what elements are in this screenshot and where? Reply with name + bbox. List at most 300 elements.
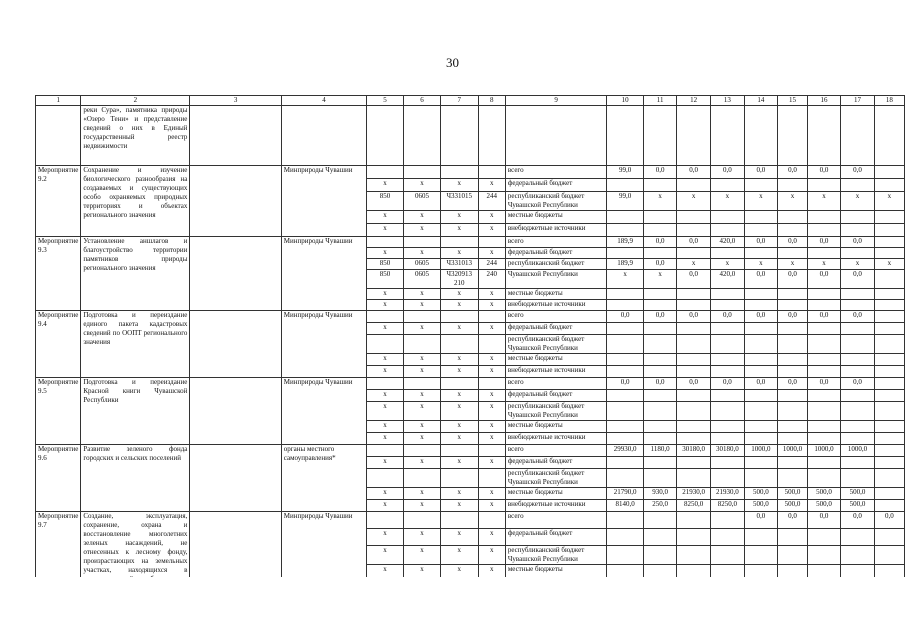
- measure-description: Создание, эксплуатация, сохранение, охрана и восстановление многолетних зеленых насаждений, не отнесенных к лесному фонду, произрастающих на земельных участках, находящихся в: [81, 512, 190, 599]
- amount-cell: [744, 211, 777, 224]
- amount-cell: 0,0: [778, 311, 808, 323]
- amount-cell: 99,0: [607, 192, 644, 211]
- amount-cell: [710, 402, 744, 421]
- grbs-code: х: [367, 457, 404, 469]
- amount-cell: [807, 457, 840, 469]
- section-code: х: [403, 433, 440, 445]
- amount-cell: [874, 529, 904, 546]
- amount-cell: [607, 421, 644, 433]
- amount-cell: [710, 421, 744, 433]
- amount-cell: 500,0: [744, 500, 777, 512]
- amount-cell: [841, 390, 874, 402]
- responsible-executor: органы местного самоуправления*: [281, 445, 366, 512]
- amount-cell: [807, 323, 840, 335]
- column-header: 7: [440, 96, 478, 106]
- amount-cell: [710, 529, 744, 546]
- amount-cell: [643, 300, 676, 311]
- amount-cell: [710, 224, 744, 237]
- amount-cell: 500,0: [807, 488, 840, 500]
- target-article-code: [440, 237, 478, 248]
- amount-cell: х: [677, 192, 711, 211]
- amount-cell: [744, 457, 777, 469]
- amount-cell: [710, 323, 744, 335]
- amount-cell: [778, 323, 808, 335]
- amount-cell: [778, 335, 808, 354]
- amount-cell: [841, 335, 874, 354]
- target-article-code: х: [440, 457, 478, 469]
- column-header: 13: [710, 96, 744, 106]
- amount-cell: [643, 323, 676, 335]
- budget-table: [35, 95, 905, 599]
- amount-cell: [744, 248, 777, 259]
- amount-cell: 8250,0: [677, 500, 711, 512]
- amount-cell: 500,0: [841, 488, 874, 500]
- amount-cell: 0,0: [807, 512, 840, 529]
- empty-cell: [190, 445, 281, 512]
- amount-cell: [677, 402, 711, 421]
- amount-cell: [874, 300, 904, 311]
- amount-cell: 0,0: [807, 270, 840, 289]
- amount-cell: [607, 546, 644, 565]
- amount-cell: 30180,0: [710, 445, 744, 457]
- amount-cell: [710, 289, 744, 300]
- amount-cell: [677, 421, 711, 433]
- funding-source: федеральный бюджет: [505, 529, 607, 546]
- expense-type-code: х: [478, 457, 505, 469]
- amount-cell: [807, 402, 840, 421]
- amount-cell: х: [874, 192, 904, 211]
- amount-cell: [807, 366, 840, 378]
- amount-cell: х: [841, 259, 874, 270]
- funding-source: внебюджетные источники: [505, 366, 607, 378]
- amount-cell: [874, 546, 904, 565]
- amount-cell: 1180,0: [643, 445, 676, 457]
- target-article-code: х: [440, 565, 478, 582]
- amount-cell: 8250,0: [710, 500, 744, 512]
- amount-cell: [677, 248, 711, 259]
- amount-cell: [778, 354, 808, 366]
- amount-cell: 0,0: [643, 259, 676, 270]
- responsible-executor: Минприроды Чувашии: [281, 166, 366, 237]
- amount-cell: [874, 211, 904, 224]
- amount-cell: 29930,0: [607, 445, 644, 457]
- funding-source: местные бюджеты: [505, 289, 607, 300]
- column-header: 16: [807, 96, 840, 106]
- amount-cell: [778, 546, 808, 565]
- amount-cell: х: [778, 192, 808, 211]
- amount-cell: х: [841, 192, 874, 211]
- column-header: 8: [478, 96, 505, 106]
- amount-cell: [874, 248, 904, 259]
- amount-cell: [744, 335, 777, 354]
- funding-source: местные бюджеты: [505, 565, 607, 582]
- amount-cell: [643, 529, 676, 546]
- amount-cell: [778, 390, 808, 402]
- target-article-code: [440, 469, 478, 488]
- amount-cell: 0,0: [607, 378, 644, 390]
- funding-source: всего: [505, 445, 607, 457]
- amount-cell: [677, 469, 711, 488]
- funding-source: внебюджетные источники: [505, 224, 607, 237]
- funding-source: всего: [505, 237, 607, 248]
- amount-cell: 189,9: [607, 259, 644, 270]
- column-header: 3: [190, 96, 281, 106]
- grbs-code: х: [367, 402, 404, 421]
- target-article-code: [440, 166, 478, 179]
- amount-cell: [607, 179, 644, 192]
- amount-cell: [874, 469, 904, 488]
- amount-cell: 0,0: [841, 378, 874, 390]
- funding-source: внебюджетные источники: [505, 433, 607, 445]
- amount-cell: [778, 224, 808, 237]
- amount-cell: 0,0: [677, 166, 711, 179]
- amount-cell: х: [874, 259, 904, 270]
- amount-cell: [677, 106, 711, 166]
- target-article-code: х: [440, 390, 478, 402]
- grbs-code: [367, 311, 404, 323]
- amount-cell: [874, 323, 904, 335]
- section-code: х: [403, 289, 440, 300]
- target-article-code: [440, 311, 478, 323]
- amount-cell: 0,0: [841, 512, 874, 529]
- amount-cell: 8140,0: [607, 500, 644, 512]
- amount-cell: [841, 179, 874, 192]
- amount-cell: [874, 224, 904, 237]
- amount-cell: [643, 469, 676, 488]
- expense-type-code: х: [478, 433, 505, 445]
- amount-cell: [643, 354, 676, 366]
- expense-type-code: х: [478, 248, 505, 259]
- grbs-code: х: [367, 179, 404, 192]
- amount-cell: 420,0: [710, 237, 744, 248]
- amount-cell: [841, 248, 874, 259]
- funding-source: республиканский бюджет Чувашской Республики: [505, 469, 607, 488]
- expense-type-code: х: [478, 354, 505, 366]
- section-code: 0605: [403, 192, 440, 211]
- amount-cell: [841, 529, 874, 546]
- amount-cell: [643, 546, 676, 565]
- amount-cell: [643, 512, 676, 529]
- amount-cell: [744, 323, 777, 335]
- amount-cell: [874, 289, 904, 300]
- funding-source: местные бюджеты: [505, 488, 607, 500]
- amount-cell: [874, 237, 904, 248]
- grbs-code: х: [367, 300, 404, 311]
- grbs-code: х: [367, 366, 404, 378]
- target-article-code: [440, 512, 478, 529]
- amount-cell: [677, 390, 711, 402]
- table-row: [36, 512, 905, 529]
- amount-cell: 250,0: [643, 500, 676, 512]
- target-article-code: х: [440, 402, 478, 421]
- amount-cell: 0,0: [710, 378, 744, 390]
- amount-cell: [807, 179, 840, 192]
- amount-cell: [841, 433, 874, 445]
- amount-cell: [607, 512, 644, 529]
- amount-cell: [677, 546, 711, 565]
- empty-cell: [190, 237, 281, 311]
- amount-cell: [807, 354, 840, 366]
- funding-source: федеральный бюджет: [505, 248, 607, 259]
- amount-cell: [841, 546, 874, 565]
- amount-cell: 0,0: [778, 166, 808, 179]
- header-row: [36, 96, 905, 106]
- amount-cell: х: [643, 270, 676, 289]
- amount-cell: 0,0: [807, 166, 840, 179]
- amount-cell: [807, 106, 840, 166]
- amount-cell: 21930,0: [710, 488, 744, 500]
- amount-cell: [841, 354, 874, 366]
- column-header: 17: [841, 96, 874, 106]
- amount-cell: [677, 323, 711, 335]
- target-article-code: х: [440, 179, 478, 192]
- expense-type-code: х: [478, 179, 505, 192]
- amount-cell: [643, 390, 676, 402]
- amount-cell: [841, 469, 874, 488]
- section-code: х: [403, 488, 440, 500]
- funding-source: местные бюджеты: [505, 354, 607, 366]
- grbs-code: х: [367, 390, 404, 402]
- amount-cell: [807, 433, 840, 445]
- section-code: х: [403, 500, 440, 512]
- responsible-executor: Минприроды Чувашии: [281, 311, 366, 378]
- funding-source: всего: [505, 166, 607, 179]
- target-article-code: Ч331015: [440, 192, 478, 211]
- amount-cell: х: [710, 192, 744, 211]
- empty-cell: [190, 106, 281, 166]
- amount-cell: 0,0: [778, 512, 808, 529]
- funding-source: федеральный бюджет: [505, 179, 607, 192]
- section-code: [403, 311, 440, 323]
- amount-cell: 0,0: [744, 270, 777, 289]
- grbs-code: [367, 106, 404, 166]
- amount-cell: [710, 335, 744, 354]
- measure-description: реки Сура», памятника природы «Озеро Тени» и представление сведений о них в Единый государственный реестр недвижимости: [81, 106, 190, 166]
- expense-type-code: х: [478, 500, 505, 512]
- expense-type-code: [478, 335, 505, 354]
- grbs-code: х: [367, 248, 404, 259]
- amount-cell: 0,0: [677, 311, 711, 323]
- target-article-code: х: [440, 500, 478, 512]
- funding-source: местные бюджеты: [505, 211, 607, 224]
- amount-cell: [778, 529, 808, 546]
- grbs-code: х: [367, 529, 404, 546]
- amount-cell: 0,0: [778, 378, 808, 390]
- expense-type-code: х: [478, 529, 505, 546]
- table-row: [36, 311, 905, 323]
- expense-type-code: х: [478, 402, 505, 421]
- funding-source: всего: [505, 311, 607, 323]
- amount-cell: [807, 224, 840, 237]
- amount-cell: [607, 457, 644, 469]
- target-article-code: х: [440, 300, 478, 311]
- amount-cell: [607, 366, 644, 378]
- amount-cell: [677, 433, 711, 445]
- amount-cell: [643, 421, 676, 433]
- amount-cell: [710, 512, 744, 529]
- page-bottom-margin: [0, 577, 905, 640]
- section-code: х: [403, 366, 440, 378]
- measure-number: Мероприятие 9.3: [36, 237, 81, 311]
- amount-cell: х: [677, 259, 711, 270]
- amount-cell: [778, 106, 808, 166]
- amount-cell: [607, 335, 644, 354]
- section-code: 0605: [403, 270, 440, 289]
- amount-cell: х: [807, 259, 840, 270]
- target-article-code: х: [440, 421, 478, 433]
- amount-cell: [744, 179, 777, 192]
- expense-type-code: [478, 512, 505, 529]
- amount-cell: 0,0: [807, 237, 840, 248]
- amount-cell: 500,0: [778, 488, 808, 500]
- amount-cell: 0,0: [744, 512, 777, 529]
- measure-number: Мероприятие 9.7: [36, 512, 81, 599]
- amount-cell: х: [807, 192, 840, 211]
- table-row: [36, 106, 905, 166]
- section-code: х: [403, 390, 440, 402]
- expense-type-code: х: [478, 323, 505, 335]
- amount-cell: [807, 289, 840, 300]
- amount-cell: [607, 300, 644, 311]
- amount-cell: [807, 390, 840, 402]
- amount-cell: [643, 211, 676, 224]
- amount-cell: 0,0: [778, 270, 808, 289]
- expense-type-code: [478, 469, 505, 488]
- amount-cell: [710, 546, 744, 565]
- amount-cell: [874, 488, 904, 500]
- amount-cell: 0,0: [807, 378, 840, 390]
- amount-cell: [874, 366, 904, 378]
- measure-number: Мероприятие 9.6: [36, 445, 81, 512]
- funding-source: республиканский бюджет Чувашской Республики: [505, 546, 607, 565]
- funding-source: федеральный бюджет: [505, 323, 607, 335]
- amount-cell: [607, 354, 644, 366]
- amount-cell: [874, 402, 904, 421]
- amount-cell: [874, 270, 904, 289]
- funding-source: республиканский бюджет Чувашской Республики: [505, 192, 607, 211]
- expense-type-code: х: [478, 289, 505, 300]
- column-header: 10: [607, 96, 644, 106]
- table-row: [36, 237, 905, 248]
- amount-cell: 0,0: [677, 378, 711, 390]
- amount-cell: [710, 366, 744, 378]
- expense-type-code: [478, 237, 505, 248]
- funding-source: внебюджетные источники: [505, 500, 607, 512]
- amount-cell: 0,0: [607, 311, 644, 323]
- amount-cell: [778, 469, 808, 488]
- amount-cell: [710, 433, 744, 445]
- section-code: х: [403, 211, 440, 224]
- grbs-code: х: [367, 354, 404, 366]
- amount-cell: 1000,0: [841, 445, 874, 457]
- amount-cell: [677, 457, 711, 469]
- grbs-code: х: [367, 421, 404, 433]
- amount-cell: 500,0: [841, 500, 874, 512]
- expense-type-code: х: [478, 211, 505, 224]
- section-code: 0605: [403, 259, 440, 270]
- amount-cell: [874, 106, 904, 166]
- grbs-code: х: [367, 211, 404, 224]
- amount-cell: [841, 211, 874, 224]
- grbs-code: х: [367, 433, 404, 445]
- column-header: 12: [677, 96, 711, 106]
- amount-cell: 0,0: [710, 166, 744, 179]
- amount-cell: [841, 289, 874, 300]
- amount-cell: [807, 300, 840, 311]
- section-code: х: [403, 457, 440, 469]
- amount-cell: [643, 366, 676, 378]
- amount-cell: х: [710, 259, 744, 270]
- amount-cell: [778, 433, 808, 445]
- amount-cell: [807, 211, 840, 224]
- amount-cell: [874, 166, 904, 179]
- funding-source: федеральный бюджет: [505, 390, 607, 402]
- amount-cell: х: [744, 259, 777, 270]
- measure-description: Развитие зеленого фонда городских и сельских поселений: [81, 445, 190, 512]
- amount-cell: [607, 390, 644, 402]
- target-article-code: Ч320913 210: [440, 270, 478, 289]
- amount-cell: 30180,0: [677, 445, 711, 457]
- amount-cell: 0,0: [677, 270, 711, 289]
- section-code: х: [403, 421, 440, 433]
- amount-cell: 99,0: [607, 166, 644, 179]
- funding-source: Чувашской Республики: [505, 270, 607, 289]
- amount-cell: [643, 335, 676, 354]
- section-code: х: [403, 323, 440, 335]
- amount-cell: [710, 106, 744, 166]
- section-code: [403, 469, 440, 488]
- amount-cell: 500,0: [778, 500, 808, 512]
- section-code: х: [403, 179, 440, 192]
- amount-cell: [643, 289, 676, 300]
- amount-cell: 0,0: [874, 512, 904, 529]
- amount-cell: 0,0: [841, 237, 874, 248]
- amount-cell: [744, 390, 777, 402]
- amount-cell: [607, 211, 644, 224]
- amount-cell: [874, 311, 904, 323]
- amount-cell: [874, 335, 904, 354]
- amount-cell: [607, 289, 644, 300]
- amount-cell: [710, 300, 744, 311]
- amount-cell: [744, 546, 777, 565]
- amount-cell: [677, 366, 711, 378]
- amount-cell: [744, 529, 777, 546]
- column-header: 14: [744, 96, 777, 106]
- measure-description: Подготовка и переиздание единого пакета кадастровых сведений по ООПТ регионального значения: [81, 311, 190, 378]
- amount-cell: [677, 224, 711, 237]
- column-header: 4: [281, 96, 366, 106]
- amount-cell: [677, 179, 711, 192]
- section-code: х: [403, 354, 440, 366]
- expense-type-code: х: [478, 366, 505, 378]
- amount-cell: [744, 354, 777, 366]
- amount-cell: [607, 529, 644, 546]
- amount-cell: [710, 390, 744, 402]
- amount-cell: [778, 248, 808, 259]
- amount-cell: 1000,0: [744, 445, 777, 457]
- amount-cell: 0,0: [841, 166, 874, 179]
- expense-type-code: 244: [478, 259, 505, 270]
- amount-cell: 0,0: [744, 378, 777, 390]
- amount-cell: [841, 366, 874, 378]
- empty-cell: [190, 166, 281, 237]
- amount-cell: [841, 421, 874, 433]
- amount-cell: [874, 378, 904, 390]
- amount-cell: х: [778, 259, 808, 270]
- grbs-code: [367, 166, 404, 179]
- grbs-code: х: [367, 546, 404, 565]
- amount-cell: 0,0: [643, 378, 676, 390]
